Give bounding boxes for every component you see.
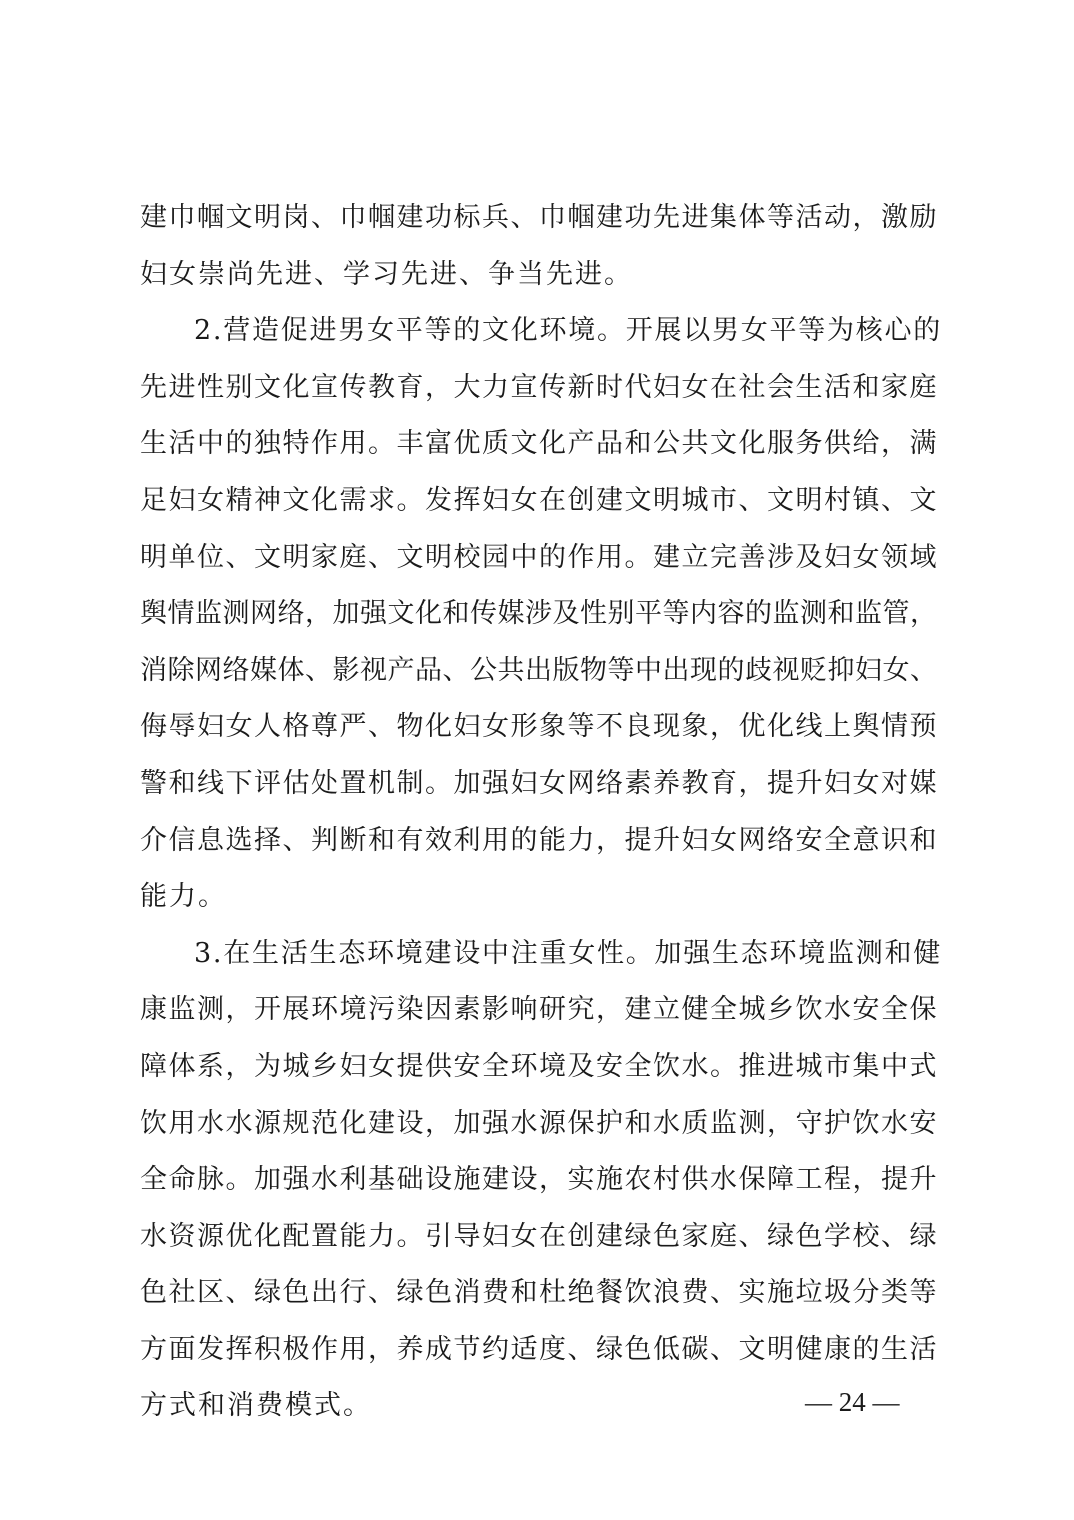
paragraph-2-line-10: 介信息选择、判断和有效利用的能力，提升妇女网络安全意识和 <box>140 824 938 856</box>
paragraph-3-line-4: 饮用水水源规范化建设，加强水源保护和水质监测，守护饮水安 <box>140 1107 938 1139</box>
paragraph-2-line-3: 生活中的独特作用。丰富优质文化产品和公共文化服务供给，满 <box>140 428 938 460</box>
paragraph-3-line-3: 障体系，为城乡妇女提供安全环境及安全饮水。推进城市集中式 <box>140 1050 938 1082</box>
paragraph-2-line-4: 足妇女精神文化需求。发挥妇女在创建文明城市、文明村镇、文 <box>140 484 938 516</box>
paragraph-3-line-2: 康监测，开展环境污染因素影响研究，建立健全城乡饮水安全保 <box>140 994 938 1026</box>
paragraph-2-line-11: 能力。 <box>140 881 227 913</box>
paragraph-2-line-1: 2.营造促进男女平等的文化环境。开展以男女平等为核心的 <box>194 315 943 347</box>
paragraph-1-line-2: 妇女崇尚先进、学习先进、争当先进。 <box>140 258 633 290</box>
paragraph-3-line-9: 方式和消费模式。 <box>140 1390 372 1422</box>
paragraph-2-line-9: 警和线下评估处置机制。加强妇女网络素养教育，提升妇女对媒 <box>140 767 938 799</box>
paragraph-3 <box>140 926 943 1435</box>
paragraph-1 <box>140 190 940 303</box>
paragraph-2-line-2: 先进性别文化宣传教育，大力宣传新时代妇女在社会生活和家庭 <box>140 371 938 403</box>
paragraph-2-line-5: 明单位、文明家庭、文明校园中的作用。建立完善涉及妇女领域 <box>140 541 938 573</box>
paragraph-3-line-1: 3.在生活生态环境建设中注重女性。加强生态环境监测和健 <box>194 937 943 969</box>
paragraph-3-line-8: 方面发挥积极作用，养成节约适度、绿色低碳、文明健康的生活 <box>140 1333 938 1365</box>
paragraph-2-line-8: 侮辱妇女人格尊严、物化妇女形象等不良现象，优化线上舆情预 <box>140 711 938 743</box>
paragraph-3-line-7: 色社区、绿色出行、绿色消费和杜绝餐饮浪费、实施垃圾分类等 <box>140 1277 938 1309</box>
page-number: — 24 — <box>805 1387 900 1417</box>
paragraph-2-line-6: 舆情监测网络，加强文化和传媒涉及性别平等内容的监测和监管， <box>140 598 938 630</box>
paragraph-3-line-6: 水资源优化配置能力。引导妇女在创建绿色家庭、绿色学校、绿 <box>140 1220 938 1252</box>
body-text <box>140 190 943 1435</box>
paragraph-2 <box>140 303 943 926</box>
paragraph-2-line-7: 消除网络媒体、影视产品、公共出版物等中出现的歧视贬抑妇女、 <box>140 654 938 686</box>
paragraph-3-line-5: 全命脉。加强水利基础设施建设，实施农村供水保障工程，提升 <box>140 1164 938 1196</box>
paragraph-1-line-1: 建巾帼文明岗、巾帼建功标兵、巾帼建功先进集体等活动，激励 <box>140 202 938 233</box>
